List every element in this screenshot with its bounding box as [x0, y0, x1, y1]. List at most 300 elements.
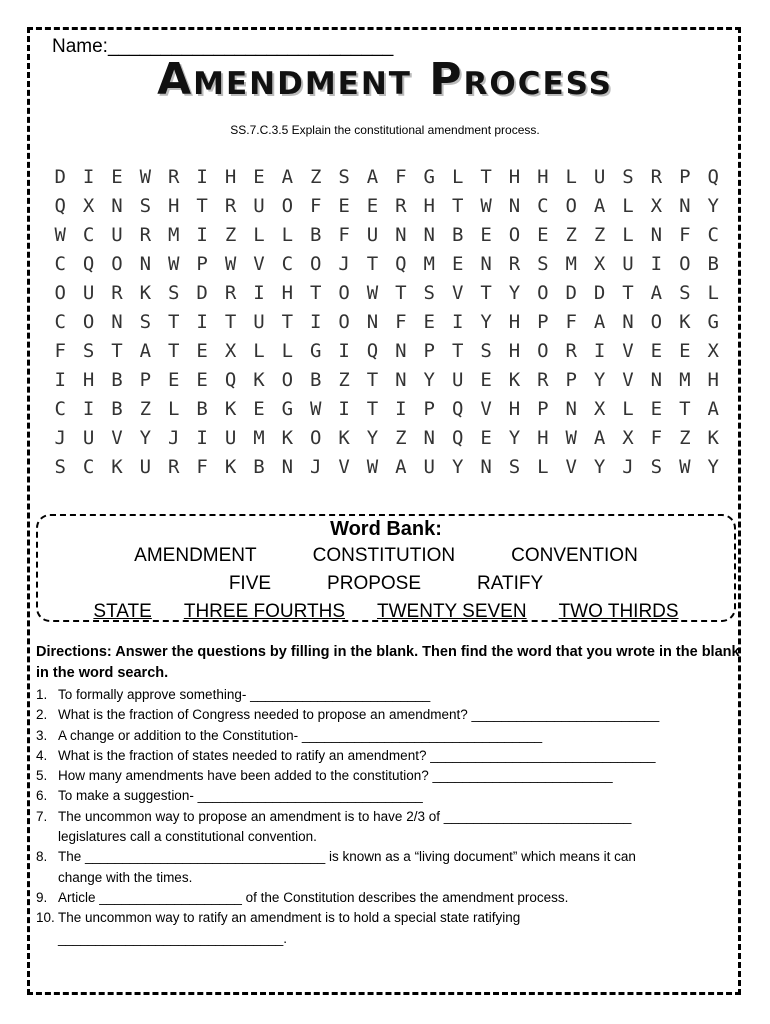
- grid-letter[interactable]: O: [54, 282, 66, 304]
- grid-letter[interactable]: U: [224, 427, 237, 449]
- question-number: 7.: [36, 808, 48, 824]
- grid-letter[interactable]: Q: [395, 253, 407, 275]
- grid-letter[interactable]: G: [309, 340, 322, 362]
- grid-letter[interactable]: F: [338, 224, 350, 246]
- grid-letter[interactable]: I: [338, 398, 350, 420]
- grid-letter[interactable]: M: [168, 224, 180, 246]
- grid-letter[interactable]: E: [451, 253, 464, 275]
- grid-letter[interactable]: K: [111, 456, 123, 478]
- grid-letter[interactable]: T: [622, 282, 634, 304]
- grid-letter[interactable]: D: [565, 282, 577, 304]
- grid-letter[interactable]: L: [622, 195, 634, 217]
- grid-letter[interactable]: T: [366, 398, 379, 420]
- grid-letter[interactable]: G: [281, 398, 294, 420]
- grid-letter[interactable]: E: [196, 340, 208, 362]
- grid-letter[interactable]: I: [196, 427, 208, 449]
- page-title: Amendment Process: [157, 54, 613, 105]
- grid-letter[interactable]: X: [593, 253, 606, 275]
- grid-letter[interactable]: P: [423, 340, 435, 362]
- grid-letter[interactable]: V: [451, 282, 464, 304]
- grid-letter[interactable]: A: [139, 340, 152, 362]
- grid-letter[interactable]: A: [707, 398, 719, 420]
- grid-letter[interactable]: R: [224, 282, 237, 304]
- grid-letter[interactable]: Y: [593, 456, 606, 478]
- grid-letter[interactable]: H: [224, 166, 237, 188]
- grid-letter[interactable]: S: [338, 166, 350, 188]
- grid-letter[interactable]: F: [679, 224, 691, 246]
- grid-letter[interactable]: K: [253, 369, 265, 391]
- grid-letter[interactable]: T: [196, 195, 208, 217]
- grid-letter[interactable]: T: [480, 282, 492, 304]
- grid-letter[interactable]: T: [224, 311, 237, 333]
- grid-letter[interactable]: I: [309, 311, 322, 333]
- grid-letter[interactable]: D: [593, 282, 606, 304]
- grid-letter[interactable]: L: [622, 224, 634, 246]
- grid-letter[interactable]: Y: [366, 427, 379, 449]
- grid-letter[interactable]: U: [111, 224, 123, 246]
- grid-letter[interactable]: B: [451, 224, 464, 246]
- grid-letter[interactable]: F: [395, 166, 407, 188]
- grid-letter[interactable]: G: [707, 311, 719, 333]
- grid-letter[interactable]: C: [707, 224, 719, 246]
- grid-letter[interactable]: U: [82, 282, 95, 304]
- grid-letter[interactable]: Y: [508, 282, 521, 304]
- grid-letter[interactable]: C: [82, 224, 95, 246]
- grid-letter[interactable]: T: [168, 311, 180, 333]
- grid-letter[interactable]: Y: [423, 369, 435, 391]
- grid-letter[interactable]: B: [253, 456, 265, 478]
- grid-letter[interactable]: N: [565, 398, 577, 420]
- question-number: 2.: [36, 707, 48, 723]
- grid-letter[interactable]: U: [622, 253, 634, 275]
- word-bank-item: STATE: [93, 601, 152, 622]
- grid-letter[interactable]: S: [168, 282, 180, 304]
- grid-letter[interactable]: W: [139, 166, 152, 188]
- grid-letter[interactable]: P: [196, 253, 208, 275]
- grid-letter[interactable]: O: [111, 253, 123, 275]
- grid-letter[interactable]: T: [168, 340, 180, 362]
- grid-letter[interactable]: W: [309, 398, 322, 420]
- grid-letter[interactable]: C: [54, 311, 66, 333]
- grid-letter[interactable]: L: [168, 398, 180, 420]
- grid-letter[interactable]: E: [366, 195, 379, 217]
- grid-letter[interactable]: N: [650, 369, 663, 391]
- question-text: To formally approve something- ________________________: [58, 687, 431, 702]
- grid-letter[interactable]: S: [139, 195, 152, 217]
- grid-letter[interactable]: A: [395, 456, 407, 478]
- grid-letter[interactable]: Y: [480, 311, 492, 333]
- grid-letter[interactable]: E: [253, 398, 265, 420]
- grid-letter[interactable]: P: [537, 311, 549, 333]
- grid-letter[interactable]: K: [679, 311, 691, 333]
- grid-letter[interactable]: Z: [395, 427, 407, 449]
- grid-letter[interactable]: E: [253, 166, 265, 188]
- question-number: 8.: [36, 849, 48, 865]
- grid-letter[interactable]: O: [650, 311, 663, 333]
- grid-letter[interactable]: H: [168, 195, 180, 217]
- grid-letter[interactable]: A: [366, 166, 379, 188]
- grid-letter[interactable]: Q: [224, 369, 237, 391]
- grid-letter[interactable]: N: [480, 253, 492, 275]
- grid-letter[interactable]: O: [679, 253, 691, 275]
- grid-letter[interactable]: I: [82, 166, 95, 188]
- grid-letter[interactable]: H: [508, 166, 521, 188]
- grid-letter[interactable]: K: [224, 398, 237, 420]
- grid-letter[interactable]: O: [537, 282, 549, 304]
- grid-letter[interactable]: I: [253, 282, 265, 304]
- grid-letter[interactable]: V: [338, 456, 350, 478]
- grid-letter[interactable]: K: [338, 427, 350, 449]
- grid-letter[interactable]: Z: [224, 224, 237, 246]
- grid-letter[interactable]: R: [224, 195, 237, 217]
- grid-letter[interactable]: P: [565, 369, 577, 391]
- grid-letter[interactable]: H: [82, 369, 95, 391]
- grid-letter[interactable]: P: [139, 369, 152, 391]
- grid-letter[interactable]: Z: [565, 224, 577, 246]
- grid-letter[interactable]: N: [139, 253, 152, 275]
- grid-letter[interactable]: Q: [366, 340, 379, 362]
- grid-letter[interactable]: X: [224, 340, 237, 362]
- grid-letter[interactable]: X: [622, 427, 634, 449]
- grid-letter[interactable]: F: [54, 340, 66, 362]
- grid-letter[interactable]: V: [111, 427, 123, 449]
- grid-letter[interactable]: R: [650, 166, 663, 188]
- grid-letter[interactable]: Z: [309, 166, 322, 188]
- grid-letter[interactable]: S: [139, 311, 152, 333]
- grid-letter[interactable]: L: [281, 340, 294, 362]
- grid-letter[interactable]: Q: [451, 398, 464, 420]
- grid-letter[interactable]: Y: [451, 456, 464, 478]
- grid-letter[interactable]: H: [423, 195, 435, 217]
- word-bank-item: CONSTITUTION: [312, 545, 456, 566]
- grid-letter[interactable]: E: [480, 369, 492, 391]
- question-item: [36, 807, 736, 848]
- grid-letter[interactable]: O: [309, 253, 322, 275]
- grid-letter[interactable]: R: [565, 340, 577, 362]
- grid-letter[interactable]: E: [196, 369, 208, 391]
- grid-letter[interactable]: U: [366, 224, 379, 246]
- grid-letter[interactable]: N: [423, 224, 435, 246]
- grid-letter[interactable]: O: [537, 340, 549, 362]
- grid-letter[interactable]: T: [480, 166, 492, 188]
- grid-letter[interactable]: C: [54, 253, 66, 275]
- grid-letter[interactable]: Y: [508, 427, 521, 449]
- grid-letter[interactable]: I: [82, 398, 95, 420]
- grid-letter[interactable]: C: [281, 253, 294, 275]
- question-item: [36, 908, 736, 949]
- grid-letter[interactable]: W: [679, 456, 691, 478]
- grid-letter[interactable]: A: [593, 195, 606, 217]
- grid-row: [46, 279, 728, 308]
- grid-letter[interactable]: N: [111, 195, 123, 217]
- grid-letter[interactable]: H: [508, 398, 521, 420]
- grid-letter[interactable]: U: [423, 456, 435, 478]
- question-text: The ________________________________ is known as a “living document” which means it can change with the times.: [58, 849, 636, 885]
- grid-letter[interactable]: Y: [139, 427, 152, 449]
- directions: Directions: Answer the questions by filling in the blank. Then find the word that you wrote in the blank in the word search.: [36, 644, 740, 681]
- grid-letter[interactable]: J: [309, 456, 322, 478]
- grid-letter[interactable]: E: [111, 166, 123, 188]
- grid-letter[interactable]: S: [650, 456, 663, 478]
- grid-letter[interactable]: R: [395, 195, 407, 217]
- grid-letter[interactable]: N: [480, 456, 492, 478]
- grid-letter[interactable]: N: [622, 311, 634, 333]
- grid-letter[interactable]: K: [224, 456, 237, 478]
- grid-letter[interactable]: Q: [707, 166, 719, 188]
- grid-letter[interactable]: G: [423, 166, 435, 188]
- grid-letter[interactable]: E: [168, 369, 180, 391]
- grid-letter[interactable]: H: [281, 282, 294, 304]
- grid-letter[interactable]: L: [281, 224, 294, 246]
- question-text: What is the fraction of Congress needed to propose an amendment? _________________________: [58, 707, 660, 723]
- grid-letter[interactable]: N: [423, 427, 435, 449]
- grid-letter[interactable]: T: [451, 340, 464, 362]
- grid-letter[interactable]: Y: [707, 456, 719, 478]
- grid-letter[interactable]: M: [253, 427, 265, 449]
- grid-letter[interactable]: W: [565, 427, 577, 449]
- grid-letter[interactable]: H: [508, 340, 521, 362]
- grid-letter[interactable]: U: [253, 311, 265, 333]
- grid-letter[interactable]: F: [395, 311, 407, 333]
- grid-letter[interactable]: Z: [139, 398, 152, 420]
- grid-letter[interactable]: I: [54, 369, 66, 391]
- grid-letter[interactable]: F: [565, 311, 577, 333]
- grid-row: [46, 163, 728, 192]
- word-bank-item: FIVE: [228, 573, 272, 594]
- grid-letter[interactable]: A: [650, 282, 663, 304]
- grid-letter[interactable]: N: [395, 224, 407, 246]
- grid-letter[interactable]: R: [168, 456, 180, 478]
- grid-letter[interactable]: X: [593, 398, 606, 420]
- question-text: The uncommon way to propose an amendment is to have 2/3 of _________________________ legislatures call a constitutional convention.: [58, 808, 632, 845]
- grid-letter[interactable]: T: [679, 398, 691, 420]
- question-item: [36, 685, 736, 705]
- question-number: 10.: [36, 910, 55, 926]
- grid-letter[interactable]: S: [679, 282, 691, 304]
- question-item: [36, 766, 736, 786]
- grid-letter[interactable]: N: [395, 340, 407, 362]
- grid-letter[interactable]: W: [366, 456, 379, 478]
- grid-letter[interactable]: I: [196, 311, 208, 333]
- grid-letter[interactable]: J: [338, 253, 350, 275]
- grid-letter[interactable]: O: [565, 195, 577, 217]
- grid-letter[interactable]: H: [508, 311, 521, 333]
- grid-letter[interactable]: W: [54, 224, 66, 246]
- word-bank-item: AMENDMENT: [134, 545, 257, 566]
- grid-letter[interactable]: S: [622, 166, 634, 188]
- grid-letter[interactable]: S: [423, 282, 435, 304]
- grid-letter[interactable]: C: [537, 195, 549, 217]
- grid-letter[interactable]: I: [196, 166, 208, 188]
- word-bank-row-3: [38, 601, 734, 623]
- grid-letter[interactable]: O: [309, 427, 322, 449]
- grid-letter[interactable]: C: [54, 398, 66, 420]
- grid-letter[interactable]: Z: [593, 224, 606, 246]
- grid-letter[interactable]: C: [82, 456, 95, 478]
- grid-letter[interactable]: N: [281, 456, 294, 478]
- grid-letter[interactable]: E: [423, 311, 435, 333]
- grid-letter[interactable]: A: [593, 311, 606, 333]
- grid-letter[interactable]: P: [423, 398, 435, 420]
- grid-letter[interactable]: D: [54, 166, 66, 188]
- grid-letter[interactable]: N: [508, 195, 521, 217]
- standard-text: SS.7.C.3.5 Explain the constitutional amendment process.: [230, 123, 540, 137]
- grid-letter[interactable]: L: [707, 282, 719, 304]
- grid-letter[interactable]: U: [139, 456, 152, 478]
- grid-letter[interactable]: R: [508, 253, 521, 275]
- grid-letter[interactable]: B: [707, 253, 719, 275]
- grid-letter[interactable]: I: [196, 224, 208, 246]
- grid-letter[interactable]: L: [253, 340, 265, 362]
- grid-letter[interactable]: W: [480, 195, 492, 217]
- grid-letter[interactable]: U: [593, 166, 606, 188]
- grid-letter[interactable]: N: [111, 311, 123, 333]
- grid-letter[interactable]: T: [281, 311, 294, 333]
- grid-letter[interactable]: D: [196, 282, 208, 304]
- grid-letter[interactable]: Q: [82, 253, 95, 275]
- grid-letter[interactable]: T: [309, 282, 322, 304]
- grid-letter[interactable]: E: [679, 340, 691, 362]
- grid-letter[interactable]: H: [707, 369, 719, 391]
- grid-letter[interactable]: H: [537, 166, 549, 188]
- grid-letter[interactable]: P: [679, 166, 691, 188]
- grid-letter[interactable]: I: [593, 340, 606, 362]
- grid-letter[interactable]: R: [168, 166, 180, 188]
- grid-letter[interactable]: S: [54, 456, 66, 478]
- grid-letter[interactable]: K: [707, 427, 719, 449]
- grid-letter[interactable]: T: [111, 340, 123, 362]
- grid-letter[interactable]: M: [679, 369, 691, 391]
- name-line: Name:___________________________: [52, 36, 394, 57]
- question-item: [36, 786, 736, 806]
- grid-letter[interactable]: J: [54, 427, 66, 449]
- grid-letter[interactable]: E: [537, 224, 549, 246]
- grid-letter[interactable]: O: [338, 311, 350, 333]
- grid-letter[interactable]: R: [537, 369, 549, 391]
- grid-letter[interactable]: Z: [679, 427, 691, 449]
- grid-letter[interactable]: W: [366, 282, 379, 304]
- grid-row: [46, 453, 728, 482]
- grid-letter[interactable]: V: [480, 398, 492, 420]
- grid-letter[interactable]: I: [395, 398, 407, 420]
- grid-letter[interactable]: R: [111, 282, 123, 304]
- grid-letter[interactable]: O: [281, 369, 294, 391]
- grid-letter[interactable]: L: [565, 166, 577, 188]
- grid-letter[interactable]: Z: [338, 369, 350, 391]
- grid-letter[interactable]: B: [111, 398, 123, 420]
- grid-letter[interactable]: I: [451, 311, 464, 333]
- grid-letter[interactable]: M: [423, 253, 435, 275]
- grid-letter[interactable]: O: [281, 195, 294, 217]
- question-text: A change or addition to the Constitution- ________________________________: [58, 727, 543, 743]
- grid-letter[interactable]: V: [622, 340, 634, 362]
- grid-letter[interactable]: N: [395, 369, 407, 391]
- grid-letter[interactable]: M: [565, 253, 577, 275]
- grid-letter[interactable]: U: [82, 427, 95, 449]
- grid-letter[interactable]: X: [707, 340, 719, 362]
- grid-letter[interactable]: V: [253, 253, 265, 275]
- grid-letter[interactable]: F: [650, 427, 663, 449]
- grid-letter[interactable]: K: [281, 427, 294, 449]
- question-list: [36, 685, 736, 949]
- grid-letter[interactable]: T: [451, 195, 464, 217]
- grid-letter[interactable]: V: [565, 456, 577, 478]
- grid-letter[interactable]: T: [366, 369, 379, 391]
- grid-letter[interactable]: H: [537, 427, 549, 449]
- grid-row: [46, 221, 728, 250]
- grid-letter[interactable]: S: [537, 253, 549, 275]
- grid-letter[interactable]: N: [366, 311, 379, 333]
- grid-letter[interactable]: U: [253, 195, 265, 217]
- grid-letter[interactable]: S: [82, 340, 95, 362]
- question-item: [36, 888, 736, 908]
- grid-letter[interactable]: I: [650, 253, 663, 275]
- grid-letter[interactable]: T: [395, 282, 407, 304]
- grid-letter[interactable]: F: [309, 195, 322, 217]
- grid-letter[interactable]: B: [196, 398, 208, 420]
- grid-letter[interactable]: J: [622, 456, 634, 478]
- grid-letter[interactable]: O: [338, 282, 350, 304]
- grid-letter[interactable]: L: [451, 166, 464, 188]
- grid-letter[interactable]: Y: [707, 195, 719, 217]
- grid-letter[interactable]: A: [281, 166, 294, 188]
- grid-letter[interactable]: F: [196, 456, 208, 478]
- grid-letter[interactable]: Q: [451, 427, 464, 449]
- grid-letter[interactable]: W: [224, 253, 237, 275]
- question-number: 5.: [36, 768, 48, 784]
- grid-letter[interactable]: Q: [54, 195, 66, 217]
- grid-letter[interactable]: V: [622, 369, 634, 391]
- grid-letter[interactable]: S: [508, 456, 521, 478]
- grid-letter[interactable]: B: [111, 369, 123, 391]
- grid-letter[interactable]: X: [82, 195, 95, 217]
- grid-letter[interactable]: B: [309, 369, 322, 391]
- grid-letter[interactable]: N: [650, 224, 663, 246]
- word-bank-item: PROPOSE: [327, 573, 422, 594]
- grid-letter[interactable]: L: [537, 456, 549, 478]
- grid-letter[interactable]: Y: [593, 369, 606, 391]
- grid-letter[interactable]: S: [480, 340, 492, 362]
- grid-letter[interactable]: X: [650, 195, 663, 217]
- word-bank: [36, 514, 736, 622]
- grid-letter[interactable]: T: [366, 253, 379, 275]
- word-bank-item: TWO THIRDS: [558, 601, 679, 622]
- grid-letter[interactable]: N: [679, 195, 691, 217]
- grid-letter[interactable]: O: [508, 224, 521, 246]
- grid-letter[interactable]: U: [451, 369, 464, 391]
- grid-letter[interactable]: O: [82, 311, 95, 333]
- grid-letter[interactable]: K: [139, 282, 152, 304]
- grid-letter[interactable]: E: [338, 195, 350, 217]
- question-text: To make a suggestion- ______________________________: [58, 788, 423, 804]
- grid-letter[interactable]: L: [253, 224, 265, 246]
- grid-letter[interactable]: E: [480, 427, 492, 449]
- word-bank-row-1: [38, 545, 734, 567]
- grid-letter[interactable]: B: [309, 224, 322, 246]
- grid-letter[interactable]: E: [650, 398, 663, 420]
- grid-letter[interactable]: I: [338, 340, 350, 362]
- grid-letter[interactable]: W: [168, 253, 180, 275]
- grid-letter[interactable]: E: [650, 340, 663, 362]
- grid-letter[interactable]: K: [508, 369, 521, 391]
- grid-letter[interactable]: L: [622, 398, 634, 420]
- grid-letter[interactable]: A: [593, 427, 606, 449]
- grid-letter[interactable]: E: [480, 224, 492, 246]
- question-text: Article ___________________ of the Constitution describes the amendment process.: [58, 889, 569, 905]
- grid-letter[interactable]: P: [537, 398, 549, 420]
- grid-letter[interactable]: J: [168, 427, 180, 449]
- grid-letter[interactable]: R: [139, 224, 152, 246]
